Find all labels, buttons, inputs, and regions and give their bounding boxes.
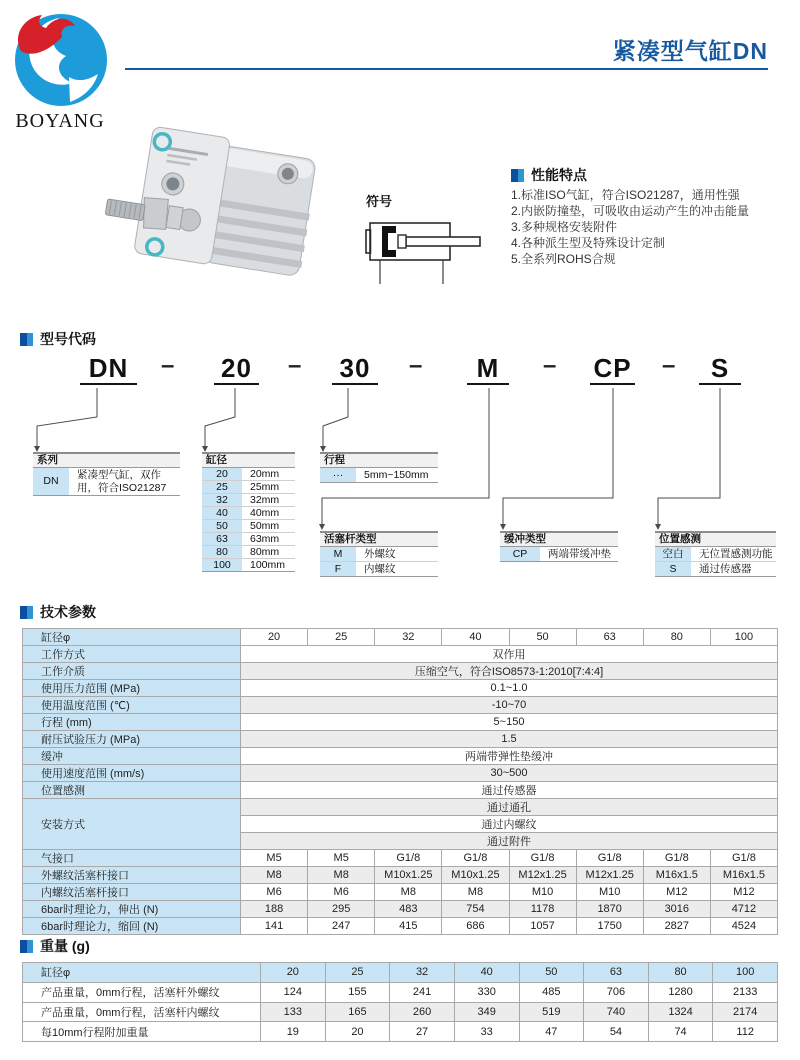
- table-row: [202, 559, 295, 572]
- section-marker-icon: [20, 940, 33, 953]
- table-row-label: 工作方式: [23, 646, 241, 663]
- weight-table: [22, 962, 778, 1042]
- table-cell: 1280: [648, 982, 713, 1002]
- model-code-dash: –: [161, 352, 175, 379]
- table-cell-code: DN: [33, 468, 71, 495]
- table-cell: 74: [648, 1022, 713, 1042]
- table-cell: M6: [241, 884, 308, 901]
- table-row: [655, 562, 776, 577]
- title-divider: [125, 68, 768, 70]
- table-cell: M10x1.25: [442, 867, 509, 884]
- table-row: [202, 546, 295, 559]
- tech-params-heading: [20, 602, 96, 622]
- table-row: [23, 884, 778, 901]
- table-cell: 349: [454, 1002, 519, 1022]
- table-cell-desc: 紧凑型气缸，双作用，符合ISO21287: [77, 469, 167, 494]
- features-heading-label: 性能特点: [531, 167, 587, 183]
- table-header-label: 缸径φ: [23, 629, 241, 646]
- table-header-cell: 20: [241, 629, 308, 646]
- feature-item: 5.全系列ROHS合规: [511, 252, 616, 266]
- table-title: 系列: [33, 454, 180, 468]
- table-cell: 241: [390, 982, 455, 1002]
- table-header-cell: 50: [509, 629, 576, 646]
- table-cell: 通过传感器: [241, 782, 778, 799]
- table-cell: 706: [584, 982, 649, 1002]
- table-cell-desc: 80mm: [250, 546, 280, 558]
- table-cell: 30~500: [241, 765, 778, 782]
- table-row: [202, 520, 295, 533]
- feature-item: 3.多种规格安装附件: [511, 220, 618, 234]
- model-code-heading: [20, 329, 96, 349]
- table-row: [23, 901, 778, 918]
- brand-logo-icon: [8, 6, 112, 110]
- table-row: [23, 680, 778, 697]
- table-header-cell: 50: [519, 963, 584, 983]
- table-header-cell: 100: [710, 629, 777, 646]
- model-code-part-bore: 20: [214, 353, 259, 385]
- table-cell: 5~150: [241, 714, 778, 731]
- table-cell: G1/8: [509, 850, 576, 867]
- table-cell-desc: 无位置感测功能: [699, 548, 773, 560]
- table-cell: 295: [308, 901, 375, 918]
- table-cell-code: 80: [202, 546, 244, 558]
- table-cell-desc: 5mm~150mm: [364, 469, 429, 481]
- table-cell: M12: [710, 884, 777, 901]
- model-code-part-stroke: 30: [332, 353, 378, 385]
- table-cell: G1/8: [442, 850, 509, 867]
- table-row-label: 气接口: [23, 850, 241, 867]
- table-cell: M16x1.5: [710, 867, 777, 884]
- table-row: [23, 782, 778, 799]
- table-row-label: 安装方式: [23, 799, 241, 850]
- table-header-cell: 80: [643, 629, 710, 646]
- table-cell: 485: [519, 982, 584, 1002]
- table-row: [23, 748, 778, 765]
- table-cell: 3016: [643, 901, 710, 918]
- table-cell-code: 32: [202, 494, 244, 506]
- page-title: 紧凑型气缸DN: [612, 38, 768, 64]
- table-cell-desc: 外螺纹: [364, 548, 396, 560]
- table-row-label: 行程 (mm): [23, 714, 241, 731]
- table-cell: 124: [261, 982, 326, 1002]
- table-row: [23, 799, 778, 816]
- table-cell: G1/8: [710, 850, 777, 867]
- model-code-dash: –: [288, 352, 302, 379]
- table-row: [202, 533, 295, 546]
- table-cell: 247: [308, 918, 375, 935]
- table-cell: 1870: [576, 901, 643, 918]
- table-header-label: 缸径φ: [23, 963, 261, 983]
- weight-heading: [20, 936, 90, 956]
- features-heading: [511, 165, 587, 185]
- table-cell: 165: [325, 1002, 390, 1022]
- table-row: [23, 982, 778, 1002]
- table-cell: 330: [454, 982, 519, 1002]
- table-title: 缓冲类型: [500, 533, 618, 547]
- table-cell: M10: [509, 884, 576, 901]
- table-row-label: 每10mm行程附加重量: [23, 1022, 261, 1042]
- model-code-heading-label: 型号代码: [40, 331, 96, 347]
- table-header-cell: 40: [442, 629, 509, 646]
- table-header-cell: 32: [375, 629, 442, 646]
- feature-item: 1.标准ISO气缸，符合ISO21287，通用性强: [511, 188, 740, 202]
- table-row: [202, 481, 295, 494]
- rod-type-table: [320, 531, 438, 577]
- table-row: [202, 494, 295, 507]
- table-cell: 2827: [643, 918, 710, 935]
- table-row: [23, 918, 778, 935]
- pneumatic-symbol-diagram: [362, 214, 487, 289]
- table-cell: M10: [576, 884, 643, 901]
- table-cell: G1/8: [576, 850, 643, 867]
- table-cell: 415: [375, 918, 442, 935]
- table-row: [23, 1002, 778, 1022]
- table-row-label: 位置感测: [23, 782, 241, 799]
- table-cell-desc: 20mm: [250, 468, 280, 480]
- table-cell-desc: 63mm: [250, 533, 280, 545]
- table-cell: 483: [375, 901, 442, 918]
- product-image: [100, 110, 335, 295]
- feature-item: 4.各种派生型及特殊设计定制: [511, 236, 666, 250]
- features-list: [511, 187, 796, 267]
- table-row-label: 6bar时理论力，伸出 (N): [23, 901, 241, 918]
- table-header-cell: 80: [648, 963, 713, 983]
- table-cell: M12x1.25: [509, 867, 576, 884]
- model-code-part-series: DN: [80, 353, 137, 385]
- table-row: [23, 867, 778, 884]
- table-cell: 双作用: [241, 646, 778, 663]
- model-code-dash: –: [662, 352, 676, 379]
- table-row: [23, 663, 778, 680]
- table-title: 位置感测: [655, 533, 776, 547]
- table-cell-code: M: [320, 547, 358, 561]
- table-header-cell: 100: [713, 963, 778, 983]
- table-header-cell: 63: [584, 963, 649, 983]
- table-cell-desc: 通过传感器: [699, 563, 752, 575]
- brand-name: BOYANG: [15, 110, 105, 132]
- table-cell-desc: 内螺纹: [364, 563, 396, 575]
- table-cell: 740: [584, 1002, 649, 1022]
- table-cell-code: 100: [202, 559, 244, 571]
- stroke-table: [320, 452, 438, 483]
- table-row: [23, 850, 778, 867]
- table-cell-desc: 50mm: [250, 520, 280, 532]
- table-header-cell: 32: [390, 963, 455, 983]
- table-cell-desc: 25mm: [250, 481, 280, 493]
- table-row-label: 耐压试验压力 (MPa): [23, 731, 241, 748]
- table-header-cell: 25: [308, 629, 375, 646]
- table-cell-desc: 100mm: [250, 559, 286, 571]
- table-cell: 4524: [710, 918, 777, 935]
- table-cell: 141: [241, 918, 308, 935]
- table-row: [202, 468, 295, 481]
- table-cell: 19: [261, 1022, 326, 1042]
- table-cell: 1750: [576, 918, 643, 935]
- table-row-label: 内螺纹活塞杆接口: [23, 884, 241, 901]
- table-row: [23, 731, 778, 748]
- table-cell: 4712: [710, 901, 777, 918]
- table-cell-desc: 40mm: [250, 507, 280, 519]
- table-cell: 155: [325, 982, 390, 1002]
- table-cell: M12: [643, 884, 710, 901]
- table-row: [202, 507, 295, 520]
- table-cell: 通过内螺纹: [241, 816, 778, 833]
- table-cell: M12x1.25: [576, 867, 643, 884]
- table-row: [500, 547, 618, 562]
- table-cell-code: 空白: [655, 547, 693, 561]
- table-cell: 260: [390, 1002, 455, 1022]
- table-cell: 33: [454, 1022, 519, 1042]
- table-row-label: 缓冲: [23, 748, 241, 765]
- symbol-label: 符号: [366, 194, 393, 209]
- table-row: [23, 1022, 778, 1042]
- table-cell-desc: 32mm: [250, 494, 280, 506]
- section-marker-icon: [511, 169, 524, 182]
- table-title: 活塞杆类型: [320, 533, 438, 547]
- section-marker-icon: [20, 333, 33, 346]
- table-cell: M5: [308, 850, 375, 867]
- feature-item: 2.内嵌防撞垫，可吸收由运动产生的冲击能量: [511, 204, 750, 218]
- table-row: [320, 547, 438, 562]
- table-title: 行程: [320, 454, 438, 468]
- table-cell-code: CP: [500, 547, 542, 561]
- series-table: [33, 452, 180, 496]
- weight-heading-label: 重量 (g): [40, 938, 90, 954]
- table-cell: 0.1~1.0: [241, 680, 778, 697]
- table-cell: 2174: [713, 1002, 778, 1022]
- table-row: [320, 468, 438, 483]
- table-row: [33, 468, 180, 496]
- table-cell: M6: [308, 884, 375, 901]
- table-cell: 686: [442, 918, 509, 935]
- table-cell: G1/8: [375, 850, 442, 867]
- table-cell: 754: [442, 901, 509, 918]
- table-cell: 54: [584, 1022, 649, 1042]
- table-cell: 133: [261, 1002, 326, 1022]
- table-row: [23, 697, 778, 714]
- table-cell: 2133: [713, 982, 778, 1002]
- table-cell: 20: [325, 1022, 390, 1042]
- table-row-label: 使用温度范围 (℃): [23, 697, 241, 714]
- table-row-label: 工作介质: [23, 663, 241, 680]
- table-row-label: 产品重量，0mm行程，活塞杆外螺纹: [23, 982, 261, 1002]
- table-cell-code: S: [655, 562, 693, 576]
- table-cell-desc: 两端带缓冲垫: [548, 548, 611, 560]
- table-cell: 通过附件: [241, 833, 778, 850]
- table-row-label: 使用压力范围 (MPa): [23, 680, 241, 697]
- table-cell: 两端带弹性垫缓冲: [241, 748, 778, 765]
- table-row-label: 使用速度范围 (mm/s): [23, 765, 241, 782]
- table-cell: G1/8: [643, 850, 710, 867]
- tech-params-table: [22, 628, 778, 935]
- bore-table: [202, 452, 295, 572]
- table-cell-code: 25: [202, 481, 244, 493]
- table-row: [23, 714, 778, 731]
- model-code-part-cushion: CP: [590, 353, 635, 385]
- cushion-table: [500, 531, 618, 562]
- table-cell: 188: [241, 901, 308, 918]
- table-cell: M8: [241, 867, 308, 884]
- table-cell: M5: [241, 850, 308, 867]
- table-row: [23, 646, 778, 663]
- table-row: [655, 547, 776, 562]
- table-cell-code: F: [320, 562, 358, 576]
- table-cell: M8: [308, 867, 375, 884]
- table-cell: 压缩空气，符合ISO8573-1:2010[7:4:4]: [241, 663, 778, 680]
- table-header-row: [23, 629, 778, 646]
- table-row: [23, 765, 778, 782]
- table-cell-code: 50: [202, 520, 244, 532]
- model-code-part-sensing: S: [699, 353, 741, 385]
- table-cell-code: 63: [202, 533, 244, 545]
- table-title: 缸径: [202, 454, 295, 468]
- model-code-dash: –: [409, 352, 423, 379]
- table-header-row: [23, 963, 778, 983]
- sensing-table: [655, 531, 776, 577]
- table-header-cell: 40: [454, 963, 519, 983]
- table-cell: M10x1.25: [375, 867, 442, 884]
- table-cell: 47: [519, 1022, 584, 1042]
- table-cell: -10~70: [241, 697, 778, 714]
- model-code-dash: –: [543, 352, 557, 379]
- table-cell: 112: [713, 1022, 778, 1042]
- table-cell: 1.5: [241, 731, 778, 748]
- table-row-label: 6bar时理论力，缩回 (N): [23, 918, 241, 935]
- section-marker-icon: [20, 606, 33, 619]
- table-cell: 1324: [648, 1002, 713, 1022]
- table-cell: M8: [375, 884, 442, 901]
- table-cell: M8: [442, 884, 509, 901]
- table-cell: 1057: [509, 918, 576, 935]
- table-cell-code: ···: [320, 468, 358, 482]
- table-cell: 通过通孔: [241, 799, 778, 816]
- table-header-cell: 63: [576, 629, 643, 646]
- table-header-cell: 25: [325, 963, 390, 983]
- table-row: [320, 562, 438, 577]
- model-code-part-rod: M: [467, 353, 509, 385]
- table-row-label: 外螺纹活塞杆接口: [23, 867, 241, 884]
- table-cell-code: 40: [202, 507, 244, 519]
- table-cell: M16x1.5: [643, 867, 710, 884]
- table-cell: 519: [519, 1002, 584, 1022]
- table-cell: 27: [390, 1022, 455, 1042]
- table-row-label: 产品重量，0mm行程，活塞杆内螺纹: [23, 1002, 261, 1022]
- table-header-cell: 20: [261, 963, 326, 983]
- tech-params-heading-label: 技术参数: [40, 604, 96, 620]
- table-cell-code: 20: [202, 468, 244, 480]
- table-cell: 1178: [509, 901, 576, 918]
